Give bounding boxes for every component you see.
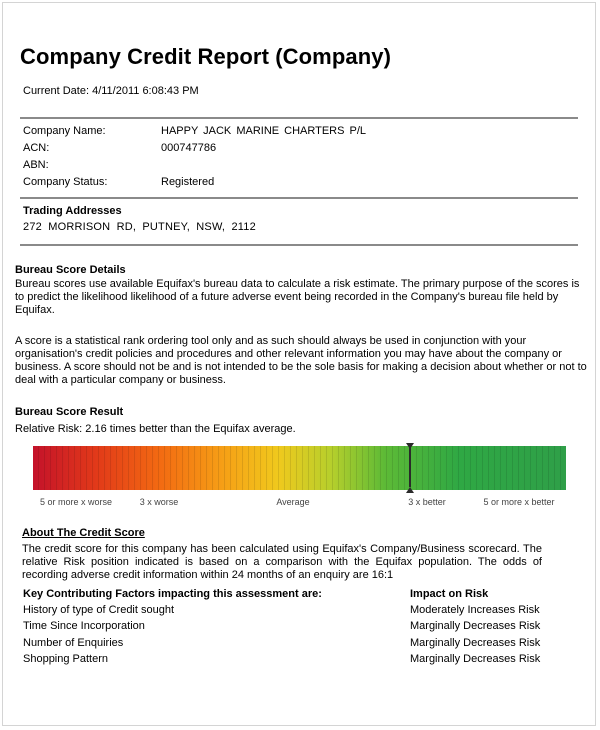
bureau-paragraph-2: A score is a statistical rank ordering tool only and as such should always be used in conjunction with your organisation's credit policies and procedures and other relevant information you may have about the company or business. A score should not be and is not intended to be the sole basis for making a decision about whether or not to deal with a particular company or business. <box>15 335 587 386</box>
company-name-label: Company Name: <box>23 125 106 137</box>
divider <box>20 244 578 246</box>
risk-marker <box>406 443 414 493</box>
impact-heading: Impact on Risk <box>410 588 489 600</box>
risk-gradient <box>33 446 566 490</box>
acn-value: 000747786 <box>161 142 217 154</box>
bureau-score-result-heading: Bureau Score Result <box>15 406 124 418</box>
scale-label-3x-worse: 3 x worse <box>139 497 179 507</box>
factor-name: Shopping Pattern <box>23 653 109 665</box>
acn-label: ACN: <box>23 142 50 154</box>
factor-name: Number of Enquiries <box>23 637 124 649</box>
scale-label-3x-better: 3 x better <box>408 497 446 507</box>
relative-risk-text: Relative Risk: 2.16 times better than the Equifax average. <box>15 423 296 435</box>
company-name-value: HAPPY JACK MARINE CHARTERS P/L <box>161 125 367 137</box>
factor-impact: Moderately Increases Risk <box>410 604 540 616</box>
company-status-value: Registered <box>161 176 215 188</box>
about-credit-score-heading: About The Credit Score <box>22 527 145 539</box>
trading-addresses-heading: Trading Addresses <box>23 205 122 217</box>
factor-name: History of type of Credit sought <box>23 604 175 616</box>
trading-address: 272 MORRISON RD, PUTNEY, NSW, 2112 <box>23 221 256 233</box>
report-title: Company Credit Report (Company) <box>20 44 392 69</box>
divider <box>20 117 578 119</box>
about-paragraph: The credit score for this company has been calculated using Equifax's Company/Business scorecard. The relative Risk position indicated is based on a comparison with the Equifax population. The odds of recording adverse credit information within 24 months of an enquiry are 16:1 <box>22 543 542 581</box>
scale-label-average: Average <box>276 497 310 507</box>
factor-impact: Marginally Decreases Risk <box>410 637 541 649</box>
divider <box>20 197 578 199</box>
scale-label-5x-better: 5 or more x better <box>483 497 555 507</box>
current-date: Current Date: 4/11/2011 6:08:43 PM <box>23 85 199 97</box>
bureau-paragraph-1: Bureau scores use available Equifax's bureau data to calculate a risk estimate. The primary purpose of the scores is to predict the likelihood likelihood of a future adverse event being recorded in the Company's bureau file held by Equifax. <box>15 278 580 316</box>
factor-name: Time Since Incorporation <box>23 620 145 632</box>
abn-label: ABN: <box>23 159 49 171</box>
factor-impact: Marginally Decreases Risk <box>410 653 541 665</box>
bureau-score-details-heading: Bureau Score Details <box>15 264 126 276</box>
company-status-label: Company Status: <box>23 176 108 188</box>
factors-heading: Key Contributing Factors impacting this assessment are: <box>23 588 322 600</box>
risk-scale-bar <box>33 446 566 490</box>
scale-label-5x-worse: 5 or more x worse <box>39 497 113 507</box>
factor-impact: Marginally Decreases Risk <box>410 620 541 632</box>
